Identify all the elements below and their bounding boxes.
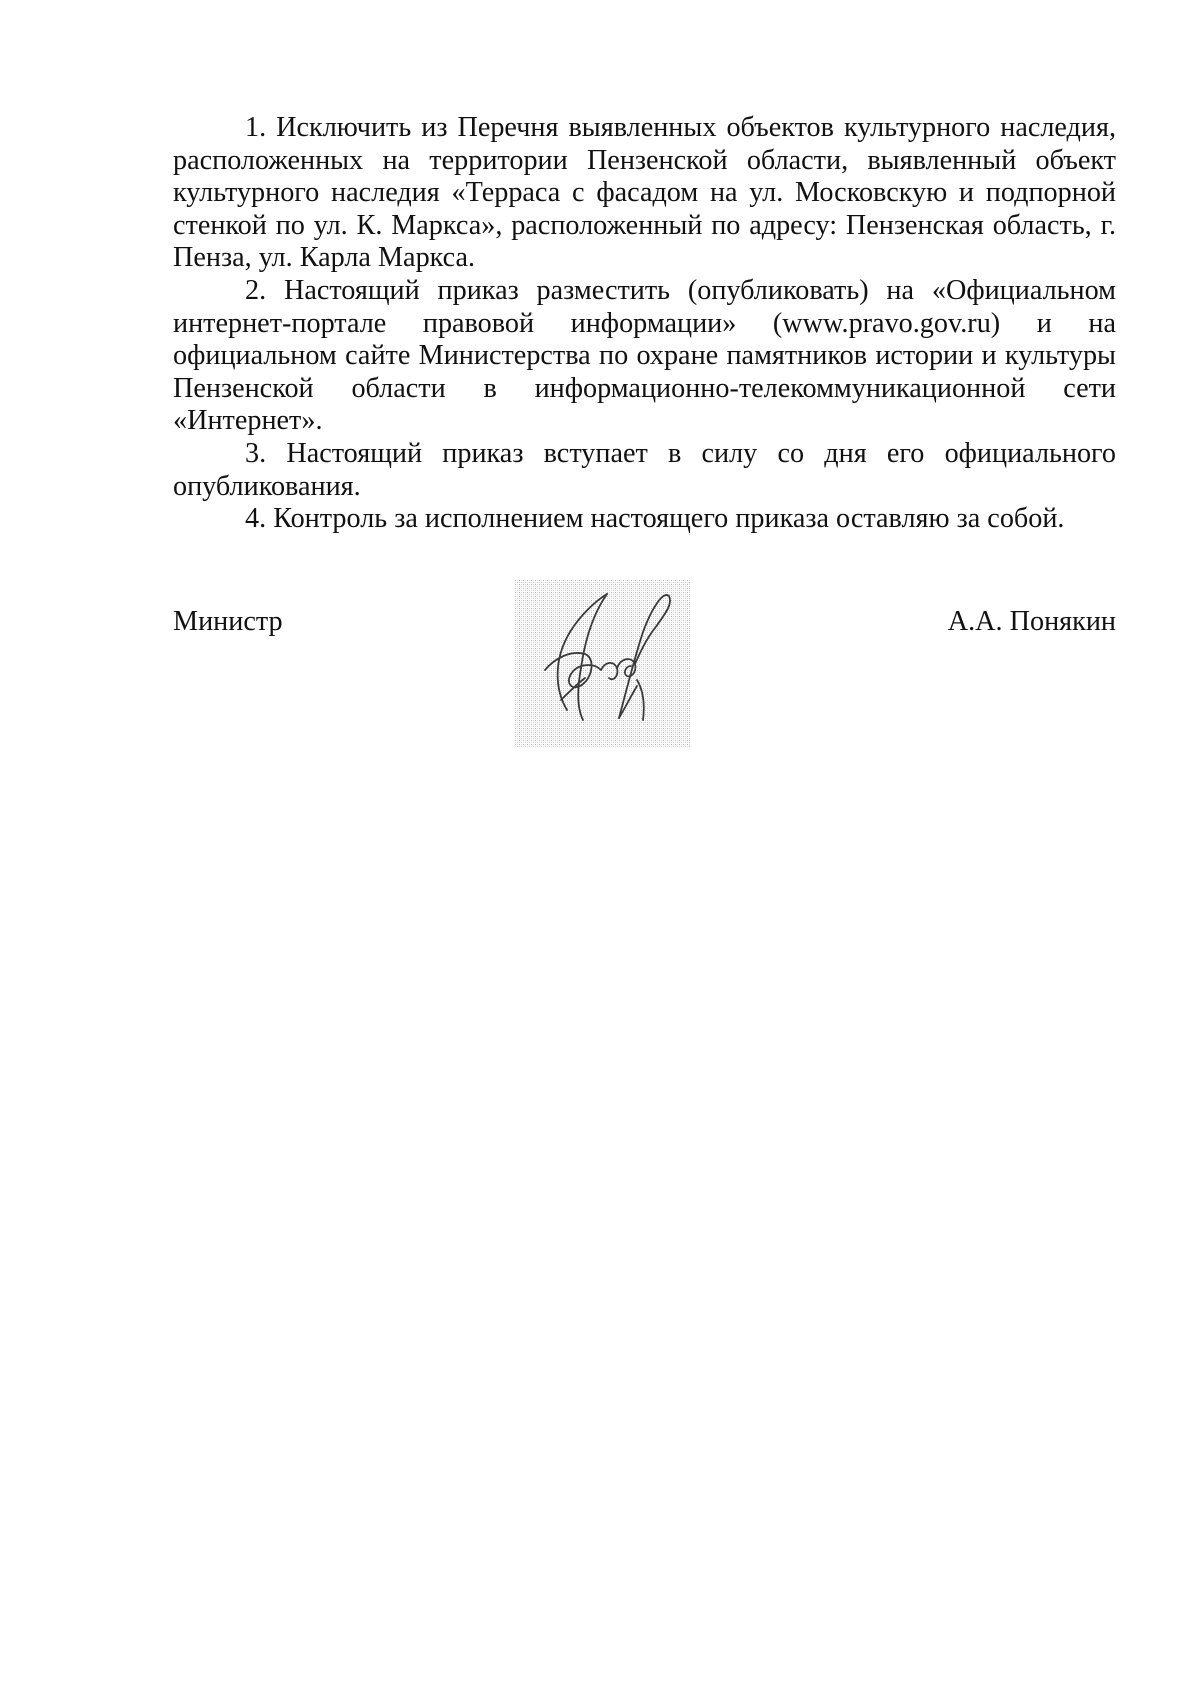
order-item-4: 4. Контроль за исполнением настоящего приказа оставляю за собой. <box>245 503 1065 535</box>
signer-title: Министр <box>173 606 283 637</box>
signer-name: А.А. Понякин <box>947 606 1116 637</box>
order-item-3: 3. Настоящий приказ вступает в силу со дня его официального опубликования. <box>173 437 1116 502</box>
order-item-1: 1. Исключить из Перечня выявленных объектов культурного наследия, расположенных на территории Пензенской области, выявленный объект культурного наследия «Терраса с фасадом на ул. Московскую и подпорной стенкой по ул. К. Маркса», расположенный по адресу: Пензенская область, г. Пенза, ул. Карла Маркса. <box>173 112 1116 274</box>
signature-block <box>173 580 1116 750</box>
handwritten-signature-icon <box>515 580 690 748</box>
order-item-2: 2. Настоящий приказ разместить (опубликовать) на «Официальном интернет-портале правовой информации» (www.pravo.gov.ru) и на официальном сайте Министерства по охране памятников истории и культуры Пензенской области в информационно-телекоммуникационной сети «Интернет». <box>173 274 1116 437</box>
order-body <box>173 112 1116 536</box>
